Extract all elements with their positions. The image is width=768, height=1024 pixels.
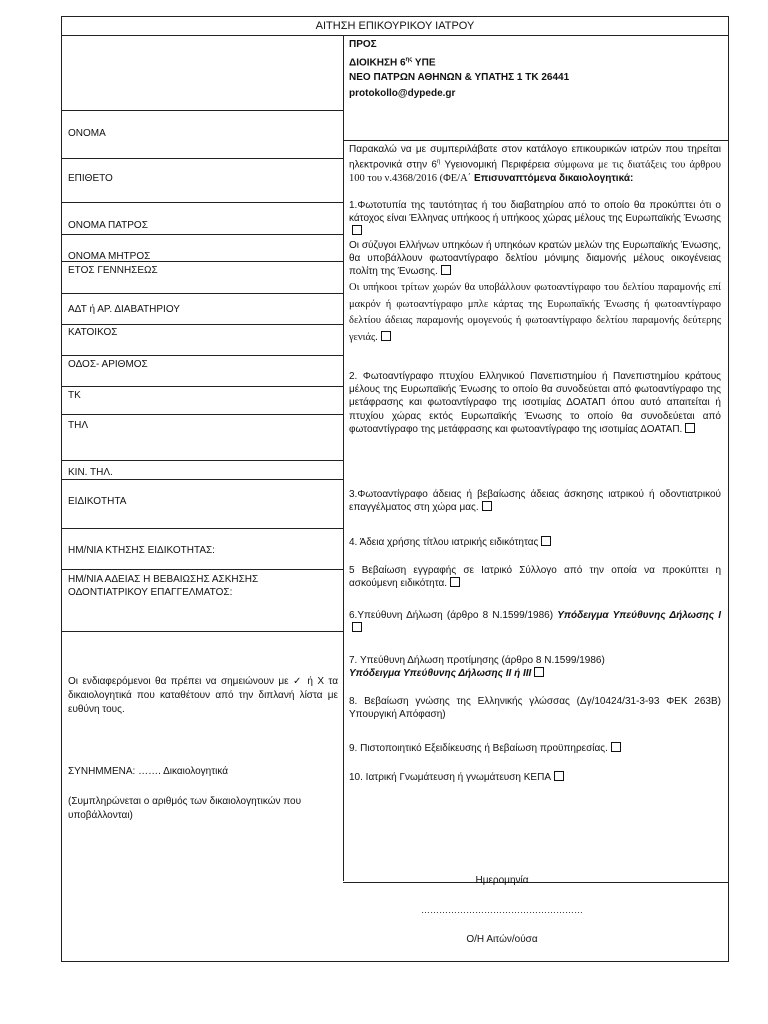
date-dots[interactable]: ……………………………………………… xyxy=(421,905,583,915)
signer-label: Ο/Η Αιτών/ούσα xyxy=(466,934,538,945)
form-title: ΑΙΤΗΣΗ ΕΠΙΚΟΥΡΙΚΟΥ ΙΑΤΡΟΥ xyxy=(62,17,728,36)
field-street-label: ΟΔΟΣ- ΑΡΙΘΜΟΣ xyxy=(68,359,148,370)
doc-item-7-model: Υπόδειγμα Υπεύθυνης Δήλωσης ΙΙ ή ΙΙΙ xyxy=(349,668,532,680)
instruction-pre: Οι ενδιαφερόμενοι θα πρέπει να σημειώνουν με xyxy=(68,676,289,687)
field-name[interactable] xyxy=(62,111,343,159)
doc-item-7-text: 7. Υπεύθυνη Δήλωση προτίμησης (άρθρο 8 Ν.1599/1986) xyxy=(349,655,605,666)
checkbox-2[interactable] xyxy=(685,423,695,433)
doc-item-4 xyxy=(349,536,721,549)
recipient-address xyxy=(349,37,569,101)
doc-item-6-model: Υπόδειγμα Υπεύθυνης Δήλωσης Ι xyxy=(557,610,721,621)
field-license-date[interactable] xyxy=(62,570,343,632)
field-surname[interactable] xyxy=(62,159,343,203)
field-street[interactable] xyxy=(62,356,343,387)
doc-item-2 xyxy=(349,370,721,436)
blank-cell xyxy=(62,35,343,111)
doc-item-9 xyxy=(349,742,721,755)
doc-item-1c xyxy=(349,280,721,346)
recipient-line2-pre: ΔΙΟΙΚΗΣΗ 6 xyxy=(349,56,406,68)
field-father-name-label: ΟΝΟΜΑ ΠΑΤΡΟΣ xyxy=(68,220,148,231)
doc-item-1-text: 1.Φωτοτυπία της ταυτότητας ή του διαβατηρίου από το οποίο θα προκύπτει ότι ο κάτοχος είναι Έλληνας υπήκοος ή υπήκοος χώρας μέλους της Ευρωπαϊκής Ένωσης xyxy=(349,200,721,225)
field-mobile-label: ΚΙΝ. ΤΗΛ. xyxy=(68,467,113,478)
doc-item-3 xyxy=(349,488,721,514)
checkbox-9[interactable] xyxy=(611,742,621,752)
applicant-fields-column xyxy=(62,35,344,881)
recipient-block xyxy=(343,35,728,141)
documents-block xyxy=(343,140,728,883)
recipient-email: protokollo@dypede.gr xyxy=(349,87,456,99)
field-birth-year[interactable] xyxy=(62,261,343,294)
field-phone-label: ΤΗΛ xyxy=(68,420,89,431)
intro-c: σύμφωνα με τις διατάξεις του άρθρου 100 του ν.4368/2016 (ΦΕ/Α΄ xyxy=(349,159,721,184)
checkbox-1[interactable] xyxy=(352,225,362,235)
doc-item-8 xyxy=(349,695,721,721)
doc-item-10 xyxy=(349,771,721,784)
doc-item-9-text: 9. Πιστοποιητικό Εξειδίκευσης ή Βεβαίωση προϋπηρεσίας. xyxy=(349,743,608,754)
field-father-name[interactable] xyxy=(62,203,343,235)
field-residence-label: ΚΑΤΟΙΚΟΣ xyxy=(68,327,118,338)
application-form xyxy=(61,16,729,962)
field-mobile[interactable] xyxy=(62,461,343,480)
doc-item-1c-text: Οι υπήκοοι τρίτων χωρών θα υποβάλλουν φωτοαντίγραφο του δελτίου παραμονής επί μακρόν ή φωτοαντίγραφο μπλε κάρτας της Ευρωπαϊκής Ένωσης ή φωτοαντίγραφο δελτίου άδειας παραμονής ομογενούς ή φωτοαντίγραφο δελτίου παραμονής δεύτερης γενιάς. xyxy=(349,282,721,343)
intro-a: Παρακαλώ να με συμπεριλάβατε στον κατάλογο επικουρικών ιατρών που τηρείται ηλεκτρονικά στην 6 xyxy=(349,144,721,171)
field-id-number[interactable] xyxy=(62,294,343,325)
field-name-label: ΟΝΟΜΑ xyxy=(68,128,106,139)
field-id-number-label: ΑΔΤ ή ΑΡ. ΔΙΑΒΑΤΗΡΙΟΥ xyxy=(68,304,180,315)
field-specialty-label: ΕΙΔΙΚΟΤΗΤΑ xyxy=(68,496,127,507)
field-phone[interactable] xyxy=(62,415,343,461)
checkbox-10[interactable] xyxy=(554,771,564,781)
recipient-line3: ΝΕΟ ΠΑΤΡΩΝ ΑΘΗΝΩΝ & ΥΠΑΤΗΣ 1 ΤΚ 26441 xyxy=(349,72,570,84)
doc-item-1b-text: Οι σύζυγοι Ελλήνων υπηκόων ή υπηκόων κρατών μελών της Ευρωπαϊκής Ένωσης, θα υποβάλλουν φωτοαντίγραφο δελτίου μόνιμης διαμονής μέλους οικογένειας πολίτη της Ένωσης. xyxy=(349,240,721,278)
doc-item-4-text: 4. Άδεια χρήσης τίτλου ιατρικής ειδικότητας xyxy=(349,537,539,548)
recipient-line1: ΠΡΟΣ xyxy=(349,39,377,50)
checkbox-4[interactable] xyxy=(541,536,551,546)
checkbox-5[interactable] xyxy=(450,577,460,587)
doc-item-2-text: 2. Φωτοαντίγραφο πτυχίου Ελληνικού Πανεπιστημίου ή Πανεπιστημίου κράτους μέλους της Ευρωπαϊκής Ένωσης το οποίο θα συνοδεύεται από φωτοαντίγραφο της μετάφρασης και φωτοαντίγραφο της ισοτιμίας ΔΟΑΤΑΠ όπου αυτό απαιτείται ή πτυχίου χώρας εκτός Ευρωπαϊκής Ένωσης το οποίο θα συνοδεύεται από φωτοαντίγραφο της μετάφρασης και φωτοαντίγραφο της ισοτιμίας ΔΟΑΤΑΠ. xyxy=(349,371,721,435)
doc-item-7 xyxy=(349,654,721,680)
attachments-note: (Συμπληρώνεται ο αριθμός των δικαιολογητικών που υποβάλλονται) xyxy=(68,796,302,821)
recipient-line2-post: ΥΠΕ xyxy=(412,56,436,68)
checkbox-1c[interactable] xyxy=(381,331,391,341)
doc-item-1 xyxy=(349,199,721,239)
field-residence[interactable] xyxy=(62,325,343,356)
request-intro xyxy=(349,143,721,185)
doc-item-3-text: 3.Φωτοαντίγραφο άδειας ή βεβαίωσης άδειας άσκησης ιατρικού ή οδοντιατρικού επαγγέλματος στη χώρα μας. xyxy=(349,489,721,514)
doc-item-8-text: 8. Βεβαίωση γνώσης της Ελληνικής γλώσσας (Δγ/10424/31-3-93 ΦΕΚ 263Β) Υπουργική Απόφαση) xyxy=(349,696,721,721)
intro-b: Υγειονομική Περιφέρεια xyxy=(440,159,550,171)
field-postcode-label: ΤΚ xyxy=(68,390,81,401)
field-specialty-date[interactable] xyxy=(62,529,343,570)
doc-item-10-text: 10. Ιατρική Γνωμάτευση ή γνωμάτευση ΚΕΠΑ xyxy=(349,772,551,783)
attachments-line: ΣΥΝΗΜΜΕΝΑ: ……. Δικαιολογητικά xyxy=(68,766,229,777)
recipient-line2-sup: ης xyxy=(405,56,413,63)
field-mother-name-label: ΟΝΟΜΑ ΜΗΤΡΟΣ xyxy=(68,251,151,262)
field-specialty-date-label: ΗΜ/ΝΙΑ ΚΤΗΣΗΣ ΕΙΔΙΚΟΤΗΤΑΣ: xyxy=(68,545,215,556)
recipient-line2 xyxy=(349,53,569,71)
checkbox-7[interactable] xyxy=(534,667,544,677)
doc-item-5 xyxy=(349,564,721,590)
field-surname-label: ΕΠΙΘΕΤΟ xyxy=(68,173,113,184)
instruction-note xyxy=(68,675,338,717)
checkbox-3[interactable] xyxy=(482,501,492,511)
field-birth-year-label: ΕΤΟΣ ΓΕΝΝΗΣΕΩΣ xyxy=(68,265,158,276)
instruction-post: ή Χ τα δικαιολογητικά που καταθέτουν από την διπλανή λίστα με ευθύνη τους. xyxy=(68,676,339,715)
checkbox-1b[interactable] xyxy=(441,265,451,275)
check-mark-icon: ✓ xyxy=(292,676,303,687)
doc-item-6-text: 6.Υπεύθυνη Δήλωση (άρθρο 8 Ν.1599/1986) xyxy=(349,610,554,621)
date-label: Ημερομηνία xyxy=(475,875,529,886)
field-license-date-label: ΗΜ/ΝΙΑ ΑΔΕΙΑΣ Η ΒΕΒΑΙΩΣΗΣ ΑΣΚΗΣΗΣ ΟΔΟΝΤΙΑΤΡΙΚΟΥ ΕΠΑΓΓΕΛΜΑΤΟΣ: xyxy=(68,574,259,598)
intro-sup: η xyxy=(436,159,441,166)
checkbox-6[interactable] xyxy=(352,622,362,632)
intro-bold: Επισυναπτόμενα δικαιολογητικά: xyxy=(471,172,634,184)
doc-item-5-text: 5 Βεβαίωση εγγραφής σε Ιατρικό Σύλλογο από την οποία να προκύπτει η ασκούμενη ειδικότητα. xyxy=(349,565,721,590)
doc-item-6 xyxy=(349,609,721,635)
field-mother-name[interactable] xyxy=(62,235,343,262)
doc-item-1b xyxy=(349,239,721,279)
field-postcode[interactable] xyxy=(62,387,343,415)
field-specialty[interactable] xyxy=(62,480,343,529)
